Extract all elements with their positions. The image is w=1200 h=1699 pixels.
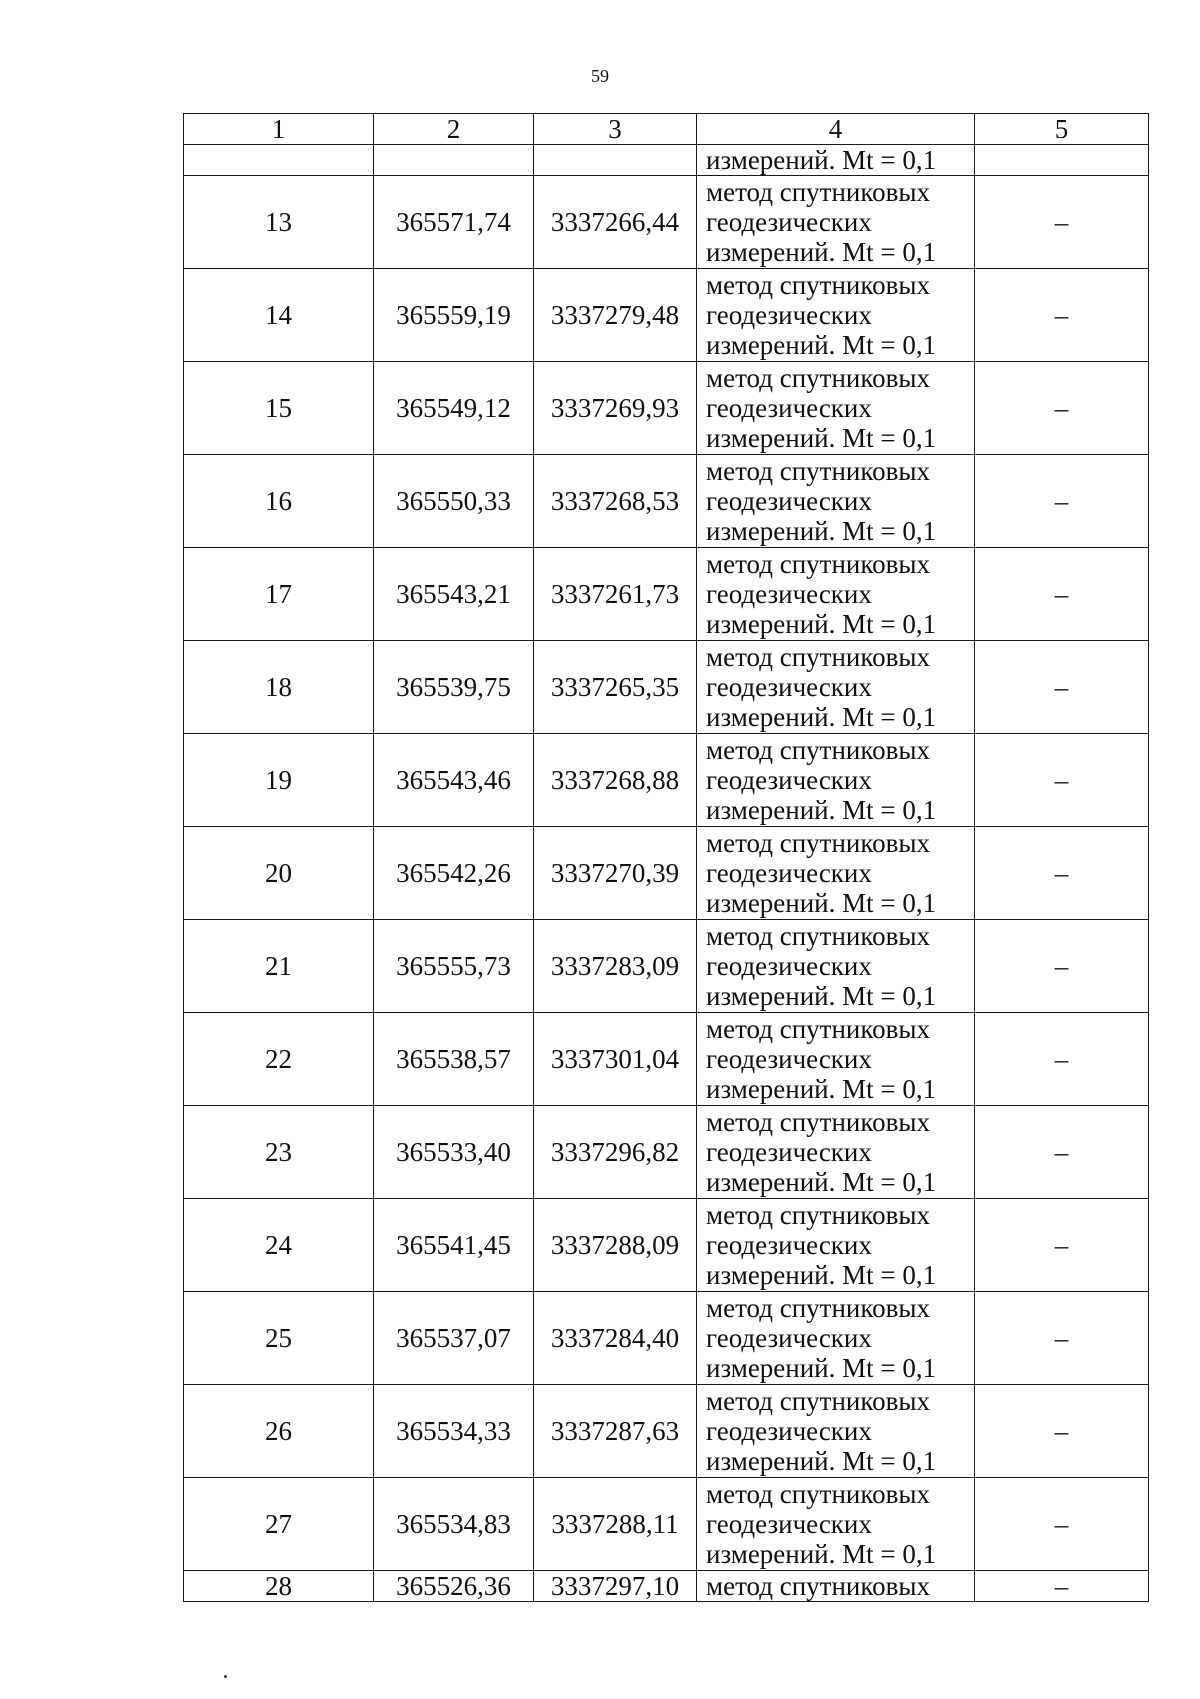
method-line: метод спутниковых — [706, 1293, 930, 1323]
method-description — [697, 269, 975, 362]
table-row — [184, 1106, 1149, 1199]
method-description — [697, 1013, 975, 1106]
point-number: 26 — [184, 1385, 374, 1478]
note-cell: – — [975, 1385, 1149, 1478]
table-row — [184, 1478, 1149, 1571]
scan-dot — [224, 1675, 227, 1678]
point-number: 15 — [184, 362, 374, 455]
coord-x: 365549,12 — [374, 362, 534, 455]
coord-y: 3337288,09 — [534, 1199, 697, 1292]
method-line: метод спутниковых — [706, 270, 930, 300]
method-line: измерений. Mt = 0,1 — [706, 1260, 937, 1290]
point-number — [184, 145, 374, 176]
method-line: метод спутниковых — [706, 549, 930, 579]
header-cell-4: 4 — [697, 114, 975, 145]
point-number: 14 — [184, 269, 374, 362]
point-number: 27 — [184, 1478, 374, 1571]
method-line: метод спутниковых — [706, 177, 930, 207]
coord-x: 365526,36 — [374, 1571, 534, 1602]
table-row — [184, 548, 1149, 641]
note-cell: – — [975, 548, 1149, 641]
coord-y: 3337269,93 — [534, 362, 697, 455]
coord-y: 3337296,82 — [534, 1106, 697, 1199]
coord-y: 3337288,11 — [534, 1478, 697, 1571]
table-row — [184, 1013, 1149, 1106]
header-cell-5: 5 — [975, 114, 1149, 145]
table-row-last — [184, 1571, 1149, 1602]
note-cell: – — [975, 1013, 1149, 1106]
coordinates-table — [183, 113, 1149, 1602]
table-row — [184, 1385, 1149, 1478]
method-line: измерений. Mt = 0,1 — [706, 888, 937, 918]
point-number: 20 — [184, 827, 374, 920]
coord-y: 3337301,04 — [534, 1013, 697, 1106]
table-header-row — [184, 114, 1149, 145]
coord-y: 3337283,09 — [534, 920, 697, 1013]
method-line: геодезических — [706, 1323, 872, 1353]
note-cell: – — [975, 1106, 1149, 1199]
coord-y: 3337287,63 — [534, 1385, 697, 1478]
method-line: геодезических — [706, 486, 872, 516]
table-row — [184, 734, 1149, 827]
method-line: геодезических — [706, 393, 872, 423]
method-description — [697, 548, 975, 641]
coord-x: 365542,26 — [374, 827, 534, 920]
method-description — [697, 920, 975, 1013]
method-line: метод спутниковых — [706, 1386, 930, 1416]
coord-y — [534, 145, 697, 176]
method-description — [697, 1385, 975, 1478]
table-row — [184, 641, 1149, 734]
coord-y: 3337279,48 — [534, 269, 697, 362]
method-line: метод спутниковых — [706, 921, 930, 951]
method-line: измерений. Mt = 0,1 — [706, 1074, 937, 1104]
method-line: геодезических — [706, 1044, 872, 1074]
point-number: 23 — [184, 1106, 374, 1199]
coord-x: 365550,33 — [374, 455, 534, 548]
note-cell: – — [975, 1478, 1149, 1571]
continuation-row — [184, 145, 1149, 176]
coord-x: 365571,74 — [374, 176, 534, 269]
method-line: метод спутниковых — [706, 1200, 930, 1230]
coord-x: 365538,57 — [374, 1013, 534, 1106]
method-line: измерений. Mt = 0,1 — [706, 1353, 937, 1383]
method-line: метод спутниковых — [706, 642, 930, 672]
method-line: геодезических — [706, 951, 872, 981]
method-line: метод спутниковых — [706, 735, 930, 765]
note-cell: – — [975, 455, 1149, 548]
note-cell: – — [975, 176, 1149, 269]
method-line: геодезических — [706, 858, 872, 888]
point-number: 22 — [184, 1013, 374, 1106]
note-cell: – — [975, 1292, 1149, 1385]
table-row — [184, 362, 1149, 455]
coord-y: 3337284,40 — [534, 1292, 697, 1385]
point-number: 28 — [184, 1571, 374, 1602]
coord-y: 3337268,53 — [534, 455, 697, 548]
method-line: геодезических — [706, 579, 872, 609]
point-number: 17 — [184, 548, 374, 641]
note-cell: – — [975, 1571, 1149, 1602]
table-row — [184, 1199, 1149, 1292]
method-description: метод спутниковых — [697, 1571, 975, 1602]
point-number: 19 — [184, 734, 374, 827]
coord-x: 365537,07 — [374, 1292, 534, 1385]
method-line: геодезических — [706, 1416, 872, 1446]
method-line: метод спутниковых — [706, 1479, 930, 1509]
note-cell: – — [975, 1199, 1149, 1292]
method-line: измерений. Mt = 0,1 — [706, 516, 937, 546]
note-cell: – — [975, 734, 1149, 827]
coord-x: 365541,45 — [374, 1199, 534, 1292]
method-line: измерений. Mt = 0,1 — [706, 795, 937, 825]
method-line: геодезических — [706, 1509, 872, 1539]
method-description: измерений. Mt = 0,1 — [697, 145, 975, 176]
method-description — [697, 176, 975, 269]
method-line: метод спутниковых — [706, 1014, 930, 1044]
method-line: геодезических — [706, 1137, 872, 1167]
method-line: измерений. Mt = 0,1 — [706, 1167, 937, 1197]
method-description — [697, 1106, 975, 1199]
point-number: 24 — [184, 1199, 374, 1292]
page-number: 59 — [591, 66, 609, 86]
coord-x: 365543,21 — [374, 548, 534, 641]
method-line: геодезических — [706, 207, 872, 237]
coord-y: 3337261,73 — [534, 548, 697, 641]
method-line: метод спутниковых — [706, 363, 930, 393]
point-number: 21 — [184, 920, 374, 1013]
method-line: метод спутниковых — [706, 456, 930, 486]
method-line: геодезических — [706, 1230, 872, 1260]
table-row — [184, 269, 1149, 362]
method-description — [697, 362, 975, 455]
method-line: измерений. Mt = 0,1 — [706, 1539, 937, 1569]
header-cell-3: 3 — [534, 114, 697, 145]
method-description — [697, 641, 975, 734]
coord-x: 365534,33 — [374, 1385, 534, 1478]
method-line: геодезических — [706, 300, 872, 330]
coord-y: 3337270,39 — [534, 827, 697, 920]
coord-x — [374, 145, 534, 176]
header-cell-1: 1 — [184, 114, 374, 145]
coord-y: 3337265,35 — [534, 641, 697, 734]
method-description — [697, 827, 975, 920]
method-line: геодезических — [706, 672, 872, 702]
coord-x: 365533,40 — [374, 1106, 534, 1199]
method-description — [697, 1478, 975, 1571]
coord-y: 3337268,88 — [534, 734, 697, 827]
method-line: измерений. Mt = 0,1 — [706, 981, 937, 1011]
method-description — [697, 1292, 975, 1385]
coord-y: 3337297,10 — [534, 1571, 697, 1602]
method-line: измерений. Mt = 0,1 — [706, 609, 937, 639]
method-line: метод спутниковых — [706, 1107, 930, 1137]
note-cell: – — [975, 362, 1149, 455]
coord-x: 365555,73 — [374, 920, 534, 1013]
point-number: 25 — [184, 1292, 374, 1385]
method-line: геодезических — [706, 765, 872, 795]
method-description — [697, 734, 975, 827]
coord-y: 3337266,44 — [534, 176, 697, 269]
note-cell: – — [975, 920, 1149, 1013]
method-description — [697, 455, 975, 548]
method-line: метод спутниковых — [706, 828, 930, 858]
table-row — [184, 827, 1149, 920]
method-line: измерений. Mt = 0,1 — [706, 423, 937, 453]
table-row — [184, 920, 1149, 1013]
point-number: 18 — [184, 641, 374, 734]
point-number: 16 — [184, 455, 374, 548]
method-line: измерений. Mt = 0,1 — [706, 237, 937, 267]
note-cell — [975, 145, 1149, 176]
header-cell-2: 2 — [374, 114, 534, 145]
note-cell: – — [975, 827, 1149, 920]
note-cell: – — [975, 641, 1149, 734]
coord-x: 365534,83 — [374, 1478, 534, 1571]
table-row — [184, 455, 1149, 548]
note-cell: – — [975, 269, 1149, 362]
coord-x: 365539,75 — [374, 641, 534, 734]
coord-x: 365559,19 — [374, 269, 534, 362]
table-row — [184, 176, 1149, 269]
method-line: измерений. Mt = 0,1 — [706, 702, 937, 732]
coord-x: 365543,46 — [374, 734, 534, 827]
method-line: измерений. Mt = 0,1 — [706, 330, 937, 360]
method-description — [697, 1199, 975, 1292]
table-row — [184, 1292, 1149, 1385]
method-line: измерений. Mt = 0,1 — [706, 1446, 937, 1476]
point-number: 13 — [184, 176, 374, 269]
